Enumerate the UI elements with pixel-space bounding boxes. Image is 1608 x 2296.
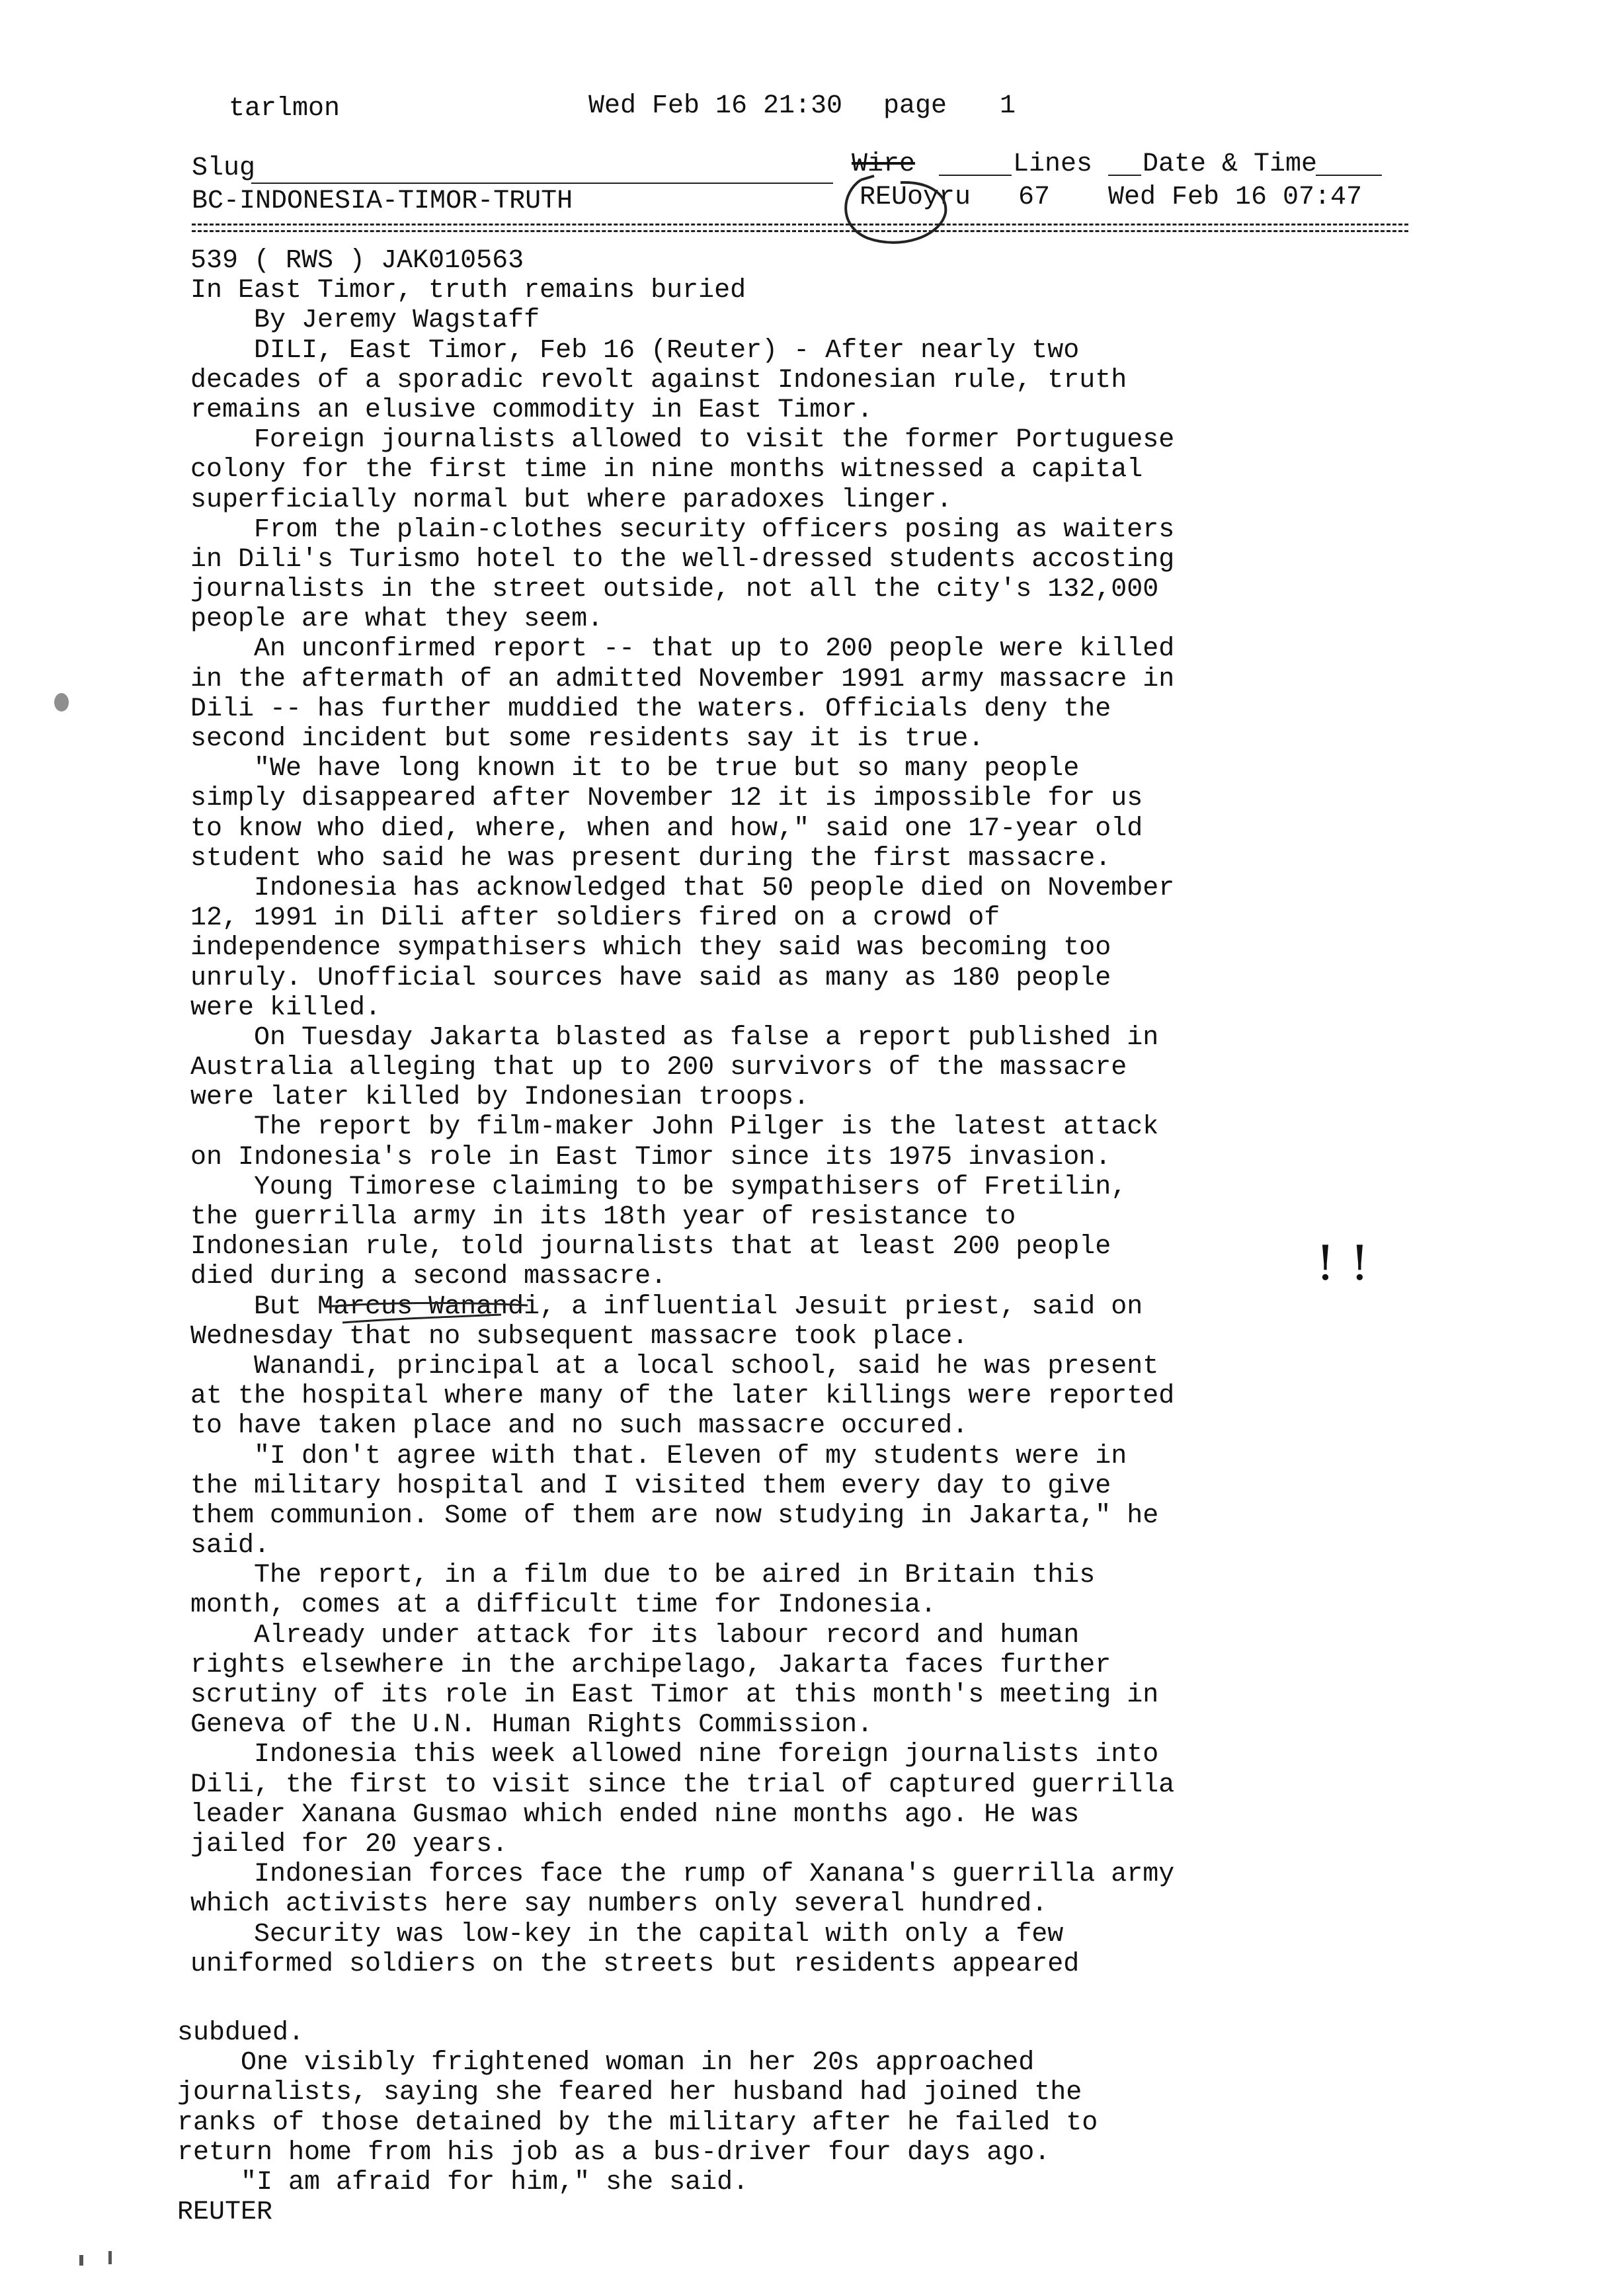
- story-line: In East Timor, truth remains buried: [190, 276, 746, 306]
- story-tail-line: subdued.: [177, 2018, 305, 2048]
- story-line: to have taken place and no such massacre occured.: [190, 1411, 969, 1442]
- story-line: 12, 1991 in Dili after soldiers fired on a crowd of: [190, 903, 1000, 934]
- story-body: [190, 246, 1447, 1979]
- story-line: died during a second massacre.: [190, 1262, 667, 1292]
- story-line: second incident but some residents say it is true.: [190, 724, 985, 754]
- story-line: Security was low-key in the capital with only a few: [190, 1919, 1064, 1949]
- story-line: rights elsewhere in the archipelago, Jakarta faces further: [190, 1650, 1111, 1680]
- story-line: Wanandi, principal at a local school, said he was present: [190, 1351, 1159, 1381]
- story-line: decades of a sporadic revolt against Indonesian rule, truth: [190, 365, 1127, 395]
- wire-value: REUoyru: [860, 183, 971, 212]
- story-line: superficially normal but where paradoxes linger.: [190, 485, 953, 515]
- story-line: But Marcus Wanandi, a influential Jesuit priest, said on: [190, 1292, 1143, 1322]
- tail-lines: [177, 2018, 1433, 2227]
- story-id-line: 539 ( RWS ) JAK010563: [190, 246, 524, 276]
- print-user: tarlmon: [229, 94, 341, 124]
- separator-rule: [192, 224, 1408, 226]
- story-line: By Jeremy Wagstaff: [190, 306, 540, 336]
- story-line: in the aftermath of an admitted November 1991 army massacre in: [190, 664, 1175, 694]
- handwritten-circle: [834, 173, 953, 253]
- story-line: Dili, the first to visit since the trial of captured guerrilla: [190, 1770, 1175, 1800]
- story-line: people are what they seem.: [190, 604, 604, 635]
- story-line: remains an elusive commodity in East Timor.: [190, 395, 873, 425]
- story-line: on Indonesia's role in East Timor since its 1975 invasion.: [190, 1142, 1111, 1172]
- story-line: "We have long known it to be true but so many people: [190, 754, 1080, 784]
- story-tail-line: ranks of those detained by the military after he failed to: [177, 2108, 1098, 2138]
- print-page-label: page: [883, 91, 947, 121]
- story-line: Young Timorese claiming to be sympathisers of Fretilin,: [190, 1172, 1127, 1202]
- story-line: Indonesia has acknowledged that 50 people died on November: [190, 873, 1175, 903]
- scan-speck: [54, 693, 69, 712]
- story-tail-line: One visibly frightened woman in her 20s approached: [177, 2048, 1035, 2078]
- lines-value: 67: [1018, 183, 1051, 212]
- story-line: student who said he was present during the first massacre.: [190, 843, 1111, 874]
- story-line: Australia alleging that up to 200 survivors of the massacre: [190, 1053, 1127, 1083]
- slug-header: Slug: [192, 153, 256, 183]
- story-line: Indonesia this week allowed nine foreign journalists into: [190, 1740, 1159, 1770]
- story-line: Wednesday that no subsequent massacre took place.: [190, 1321, 969, 1352]
- story-line: the military hospital and I visited them every day to give: [190, 1471, 1111, 1501]
- scan-speck: [79, 2255, 83, 2266]
- slug-value: BC-INDONESIA-TIMOR-TRUTH: [192, 186, 573, 216]
- story-tail-line: return home from his job as a bus-driver four days ago.: [177, 2137, 1051, 2168]
- story-line: Dili -- has further muddied the waters. Officials deny the: [190, 694, 1111, 724]
- story-line: uniformed soldiers on the streets but residents appeared: [190, 1949, 1080, 1979]
- wire-header: Wire: [852, 149, 916, 179]
- story-line: On Tuesday Jakarta blasted as false a report published in: [190, 1022, 1159, 1053]
- datetime-underline: [1316, 175, 1382, 176]
- story-line: month, comes at a difficult time for Indonesia.: [190, 1590, 937, 1621]
- story-line: them communion. Some of them are now studying in Jakarta," he: [190, 1500, 1159, 1531]
- story-line: which activists here say numbers only several hundred.: [190, 1889, 1048, 1920]
- story-line: Already under attack for its labour record and human: [190, 1620, 1080, 1651]
- lines-underline: [1108, 175, 1141, 176]
- separator-rule-2: [192, 230, 1408, 232]
- story-line: jailed for 20 years.: [190, 1829, 508, 1860]
- lines-header: Lines: [1013, 149, 1093, 179]
- story-line: scrutiny of its role in East Timor at this month's meeting in: [190, 1680, 1159, 1710]
- story-tail: [177, 1994, 1433, 2239]
- story-line: The report by film-maker John Pilger is the latest attack: [190, 1112, 1159, 1143]
- story-line: An unconfirmed report -- that up to 200 people were killed: [190, 634, 1175, 665]
- story-tail-line: REUTER: [177, 2197, 273, 2228]
- story-lines: [190, 276, 1447, 1979]
- story-line: Foreign journalists allowed to visit the former Portuguese: [190, 425, 1175, 456]
- story-line: DILI, East Timor, Feb 16 (Reuter) - After nearly two: [190, 335, 1080, 366]
- story-line: the guerrilla army in its 18th year of resistance to: [190, 1202, 1016, 1232]
- story-line: simply disappeared after November 12 it is impossible for us: [190, 784, 1143, 814]
- story-line: independence sympathisers which they said was becoming too: [190, 933, 1111, 964]
- story-line: The report, in a film due to be aired in Britain this: [190, 1561, 1096, 1591]
- margin-exclamation-marks: ! !: [1316, 1235, 1369, 1291]
- story-line: said.: [190, 1531, 270, 1561]
- story-line: were later killed by Indonesian troops.: [190, 1083, 810, 1113]
- story-line: From the plain-clothes security officers posing as waiters: [190, 514, 1175, 545]
- datetime-value: Wed Feb 16 07:47: [1108, 183, 1363, 212]
- print-datetime: Wed Feb 16 21:30: [588, 91, 843, 121]
- story-line: Indonesian forces face the rump of Xanana's guerrilla army: [190, 1860, 1175, 1890]
- story-line: journalists in the street outside, not all the city's 132,000: [190, 575, 1159, 605]
- story-line: unruly. Unofficial sources have said as many as 180 people: [190, 963, 1111, 993]
- scan-speck: [108, 2251, 112, 2264]
- story-tail-line: "I am afraid for him," she said.: [177, 2167, 749, 2197]
- story-tail-line: journalists, saying she feared her husband had joined the: [177, 2078, 1082, 2108]
- story-line: leader Xanana Gusmao which ended nine months ago. He was: [190, 1799, 1080, 1830]
- story-line: to know who died, where, when and how," said one 17-year old: [190, 813, 1143, 844]
- story-line: were killed.: [190, 993, 382, 1023]
- slug-underline: [251, 183, 833, 184]
- story-line: Geneva of the U.N. Human Rights Commission.: [190, 1710, 873, 1741]
- story-line: "I don't agree with that. Eleven of my students were in: [190, 1441, 1127, 1471]
- story-line: Indonesian rule, told journalists that at least 200 people: [190, 1232, 1111, 1262]
- story-line: at the hospital where many of the later killings were reported: [190, 1381, 1175, 1412]
- handwritten-underline: [323, 1296, 534, 1329]
- datetime-header: Date & Time: [1143, 149, 1318, 179]
- story-line: colony for the first time in nine months witnessed a capital: [190, 455, 1143, 485]
- print-page-number: 1: [1000, 91, 1016, 121]
- story-line: in Dili's Turismo hotel to the well-dressed students accosting: [190, 544, 1175, 575]
